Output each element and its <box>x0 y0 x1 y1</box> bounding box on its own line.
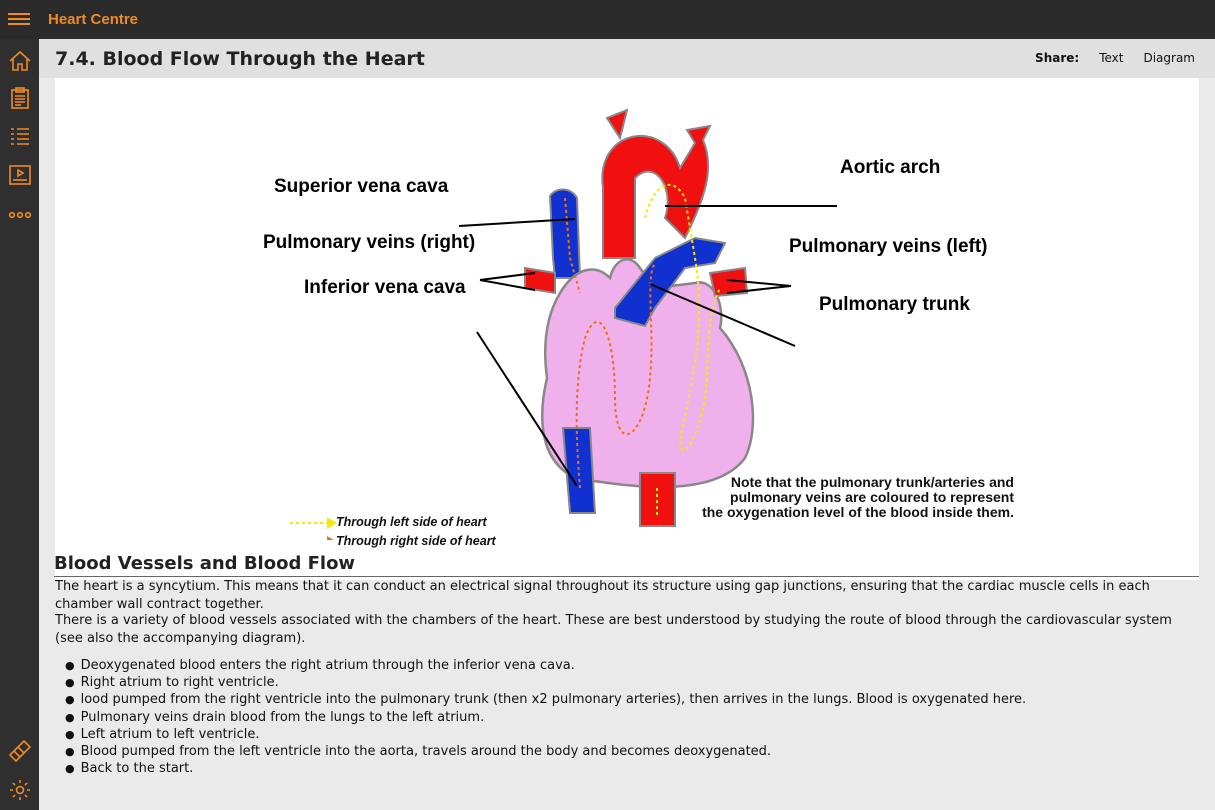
heart-illustration <box>55 78 1199 540</box>
ticket-icon[interactable] <box>4 735 35 766</box>
title-bar <box>0 0 1215 39</box>
menu-icon[interactable] <box>8 10 30 30</box>
share-text-button[interactable]: Text <box>1099 51 1124 65</box>
video-icon[interactable] <box>4 159 35 190</box>
page-header <box>39 39 1215 78</box>
divider <box>54 576 1199 577</box>
list-item: ● Left atrium to left ventricle. <box>65 726 1026 743</box>
settings-icon[interactable] <box>4 774 35 805</box>
more-icon[interactable] <box>4 199 35 230</box>
share-bar <box>1035 51 1195 65</box>
descending-aorta-shape <box>640 473 675 526</box>
sidebar <box>0 39 39 810</box>
label-pulmonary-veins-right: Pulmonary veins (right) <box>263 232 476 253</box>
section-title: Blood Vessels and Blood Flow <box>54 553 356 574</box>
legend-left-side: Through left side of heart <box>336 515 487 529</box>
home-icon[interactable] <box>4 45 35 76</box>
heart-diagram <box>55 78 1199 580</box>
list-item: ● Pulmonary veins drain blood from the lungs to the left atrium. <box>65 709 1026 726</box>
superior-vena-cava-shape <box>550 190 580 279</box>
label-pulmonary-trunk: Pulmonary trunk <box>819 294 970 315</box>
app-title: Heart Centre <box>48 11 139 28</box>
clipboard-icon[interactable] <box>4 82 35 113</box>
label-superior-vena-cava: Superior vena cava <box>274 176 449 197</box>
list-item: ● Blood pumped from the left ventricle into the aorta, travels around the body and becomes deoxygenated. <box>65 743 1026 760</box>
list-item: ● lood pumped from the right ventricle into the pulmonary trunk (then x2 pulmonary arteries), then arrives in the lungs. Blood is oxygenated here. <box>65 691 1026 708</box>
diagram-note: Note that the pulmonary trunk/arteries and pulmonary veins are coloured to represent the oxygenation level of the blood inside them. <box>702 474 1014 520</box>
checklist-icon[interactable] <box>4 121 35 152</box>
label-aortic-arch: Aortic arch <box>840 157 941 178</box>
main-content <box>39 39 1215 810</box>
share-label: Share: <box>1035 51 1080 65</box>
paragraph-1: The heart is a syncytium. This means that it can conduct an electrical signal throughout its structure using gap junctions, ensuring that the cardiac muscle cells in each chamber wall contract together. <box>55 579 1150 612</box>
label-pulmonary-veins-left: Pulmonary veins (left) <box>789 236 988 257</box>
legend-right-side: Through right side of heart <box>336 534 496 548</box>
page-title: 7.4. Blood Flow Through the Heart <box>55 48 425 70</box>
paragraph-2: There is a variety of blood vessels associated with the chambers of the heart. These are best understood by studying the route of blood through the cardiovascular system (see also the accompanying diagram). <box>55 613 1172 646</box>
list-item: ● Back to the start. <box>65 760 1026 777</box>
blood-flow-list <box>65 657 1026 777</box>
share-diagram-button[interactable]: Diagram <box>1143 51 1195 65</box>
label-inferior-vena-cava: Inferior vena cava <box>304 277 466 298</box>
list-item: ● Right atrium to right ventricle. <box>65 674 1026 691</box>
list-item: ● Deoxygenated blood enters the right atrium through the inferior vena cava. <box>65 657 1026 674</box>
